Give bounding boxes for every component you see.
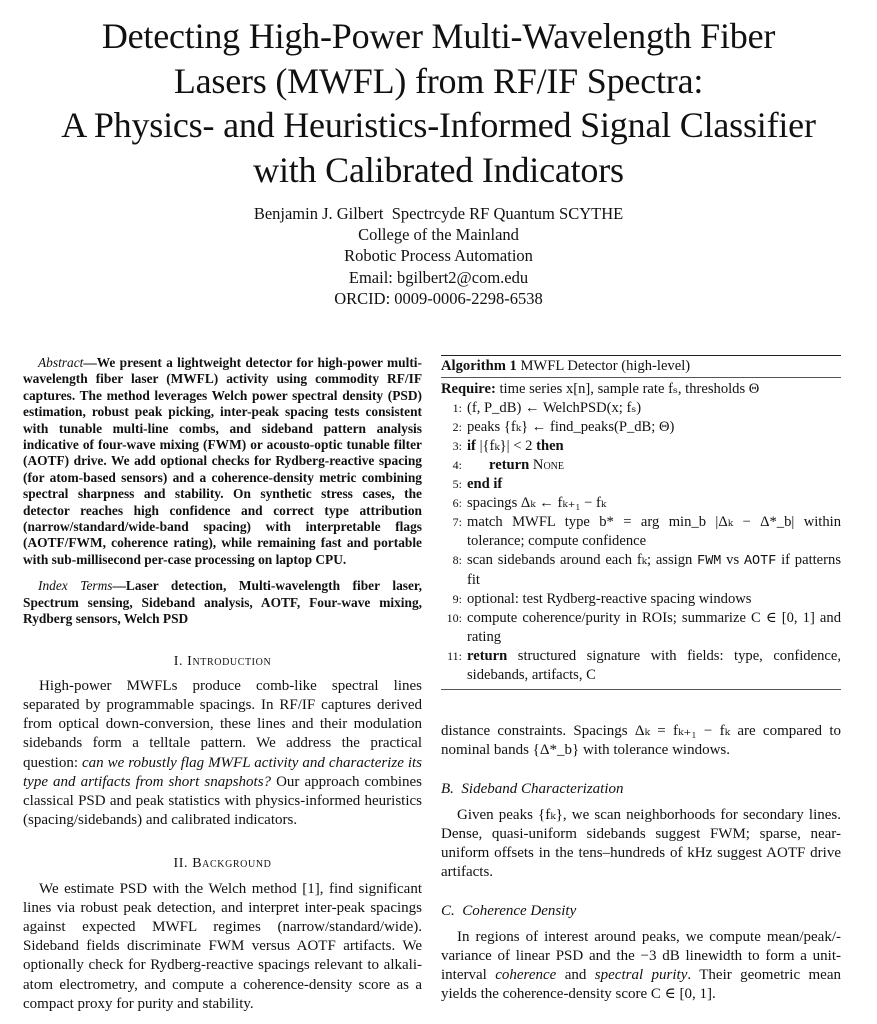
abstract (23, 355, 422, 568)
algorithm-caption (441, 356, 841, 378)
condition-text: |{fₖ}| < 2 (475, 438, 537, 454)
algorithm-line (441, 609, 841, 647)
line-text (467, 456, 841, 475)
intro-research-question: can we robustly flag MWFL activity and characterize its type and artifacts from short snapshots? (23, 754, 422, 790)
author-affiliation-1: College of the Mainland (358, 225, 519, 245)
keyword-end-if: end if (467, 476, 503, 492)
author-orcid: ORCID: 0009-0006-2298-6538 (334, 288, 543, 308)
line-number: 8: (452, 553, 462, 567)
algorithm-require (441, 378, 841, 399)
line-text (467, 647, 841, 685)
introduction-paragraph (23, 677, 422, 831)
author-block (0, 203, 877, 309)
algorithm-line (441, 551, 841, 590)
text-part: if patterns fit (467, 552, 841, 588)
keyword-return: return (489, 457, 530, 473)
right-column (441, 355, 841, 1004)
line-number: 11: (447, 649, 462, 663)
text-part: scan sidebands around each fₖ; assign (467, 552, 698, 568)
author-affiliation-2: Robotic Process Automation (344, 246, 533, 266)
algorithm-line (441, 590, 841, 609)
algorithm-line (441, 647, 841, 685)
line-text: peaks {fₖ} ← find_peaks(P_dB; Θ) (467, 419, 675, 435)
code-fwm: FWM (697, 554, 722, 569)
left-column (23, 355, 422, 1014)
intro-text-1: High-power MWFLs produce comb-like spectral lines separated by programmable spacings. In RF/IF captures derived from optical down-conversion, these lines and their modulation sidebands form a telltale pattern. We address the practical question: (23, 677, 422, 771)
sideband-paragraph: Given peaks {fₖ}, we scan neighborhoods for secondary lines. Dense, quasi-uniform sidebands suggest FWM; sparse, near-uniform offsets in the tens–hundreds of kHz suggest AOTF drive artifacts. (441, 806, 841, 881)
intro-text-2: Our approach combines classical PSD and peak statistics with physics-informed heuristics (spacing/sidebands) and calibrated indicators. (23, 773, 422, 829)
section-heading-introduction: I. Introduction (173, 653, 272, 669)
author-name: Benjamin J. Gilbert Spectrcyde RF Quantum SCYTHE (253, 204, 624, 223)
text-part: vs (721, 552, 744, 568)
coherence-text-1: In regions of interest around peaks, we compute mean/peak/-variance of linear PSD and the −3 dB linewidth to form a unit-interval (441, 928, 841, 984)
return-text: structured signature with fields: type, confidence, sidebands, artifacts, C (467, 648, 841, 683)
title-line-3: A Physics- and Heuristics-Informed Signal Classifier (61, 105, 816, 145)
coherence-term: coherence (495, 967, 557, 984)
background-paragraph: We estimate PSD with the Welch method [1], find significant lines via robust peak detection, and interpret inter-peak spacings against expected MWFL regimes (narrow/standard/wide). Sideband fields discriminate FWM versus AOTF artifacts. We optionally check for Rydberg-reactive spacings relevant to alkali-atom electrometry, and compute a coherence-density score as a compact proxy for purity and stability. (23, 880, 422, 1012)
abstract-label: Abstract (38, 355, 84, 370)
title-line-4: with Calibrated Indicators (253, 149, 624, 190)
subsection-heading-sideband: B. Sideband Characterization (441, 781, 624, 798)
coherence-text-3: . Their geometric mean yields the coherence-density score C ∈ [0, 1]. (441, 967, 841, 1003)
section-heading-background: II. Background (173, 856, 272, 872)
line-text: match MWFL type b* = arg min_b |Δₖ − Δ*_b| within tolerance; compute confidence (467, 514, 841, 549)
index-terms (23, 578, 422, 627)
line-number: 3: (452, 439, 462, 453)
line-text (467, 551, 841, 590)
coherence-text-2: and (556, 967, 595, 984)
index-terms-text: —Laser detection, Multi-wavelength fiber laser, Spectrum sensing, Sideband analysis, AOTF, Four-wave mixing, Rydberg sensors, Welch PSD (23, 578, 422, 627)
require-text: time series x[n], sample rate fₛ, thresholds Θ (495, 381, 760, 397)
line-number: 5: (452, 477, 462, 491)
line-number: 2: (452, 420, 462, 434)
line-text: spacings Δₖ ← fₖ₊₁ − fₖ (467, 495, 607, 511)
line-text: (f, P_dB) ← WelchPSD(x; fₛ) (467, 400, 642, 416)
title-line-1: Detecting High-Power Multi-Wavelength Fiber (101, 16, 776, 56)
method-continuation (441, 722, 841, 760)
line-text: compute coherence/purity in ROIs; summarize C ∈ [0, 1] and rating (467, 610, 841, 645)
algorithm-line (441, 456, 841, 475)
line-number: 9: (452, 592, 462, 606)
algorithm-line (441, 513, 841, 551)
keyword-return: return (467, 648, 508, 664)
return-value: None (532, 457, 565, 473)
line-number: 6: (452, 496, 462, 510)
algorithm-caption-text: MWFL Detector (high-level) (516, 358, 691, 374)
subsection-heading-coherence: C. Coherence Density (441, 903, 577, 920)
algorithm-line (441, 475, 841, 494)
code-aotf: AOTF (743, 554, 777, 569)
paper-title (0, 14, 877, 192)
keyword-then: then (536, 438, 564, 454)
title-line-2: Lasers (MWFL) from RF/IF Spectra: (173, 60, 704, 101)
line-number: 10: (446, 611, 462, 625)
line-number: 1: (452, 401, 462, 415)
algorithm-line (441, 494, 841, 513)
line-number: 4: (452, 458, 462, 472)
algorithm-line (441, 437, 841, 456)
abstract-text: —We present a lightweight detector for high-power multi-wavelength fiber laser (MWFL) activity using commodity RF/IF captures. The method leverages Welch power spectral density (PSD) estimation, robust peak picking, inter-peak spacing tests consistent with tunable multi-line combs, and sideband pattern analysis indicative of four-wave mixing (FWM) or acousto-optic tunable filter (AOTF) drive. We add optional checks for Rydberg-reactive spacing (for atom-based sensors) and a coherence-density metric combining spectral sharpness and stability. On synthetic stress cases, the detector reaches high confidence and correct type attribution (narrow/standard/wide-band spacing) with interpretable flags (AOTF/FWM, coherence rating), while remaining fast and portable with sub-millisecond per-case processing on laptop CPU. (23, 355, 422, 567)
spectral-purity-term: spectral purity (594, 967, 688, 984)
algorithm-line (441, 418, 841, 437)
author-email: Email: bgilbert2@com.edu (348, 267, 529, 287)
algorithm-label: Algorithm 1 (441, 358, 517, 374)
keyword-if: if (467, 438, 476, 454)
index-terms-label: Index Terms (38, 578, 113, 594)
require-label: Require: (441, 381, 496, 397)
coherence-paragraph (441, 928, 841, 1005)
line-number: 7: (452, 515, 462, 529)
continuation-paragraph: distance constraints. Spacings Δₖ = fₖ₊₁ − fₖ are compared to nominal bands {Δ*_b} with tolerance windows. (441, 723, 841, 759)
algorithm-box (441, 355, 841, 690)
algorithm-line (441, 399, 841, 418)
line-text (467, 437, 841, 456)
line-text: optional: test Rydberg-reactive spacing windows (467, 591, 752, 607)
